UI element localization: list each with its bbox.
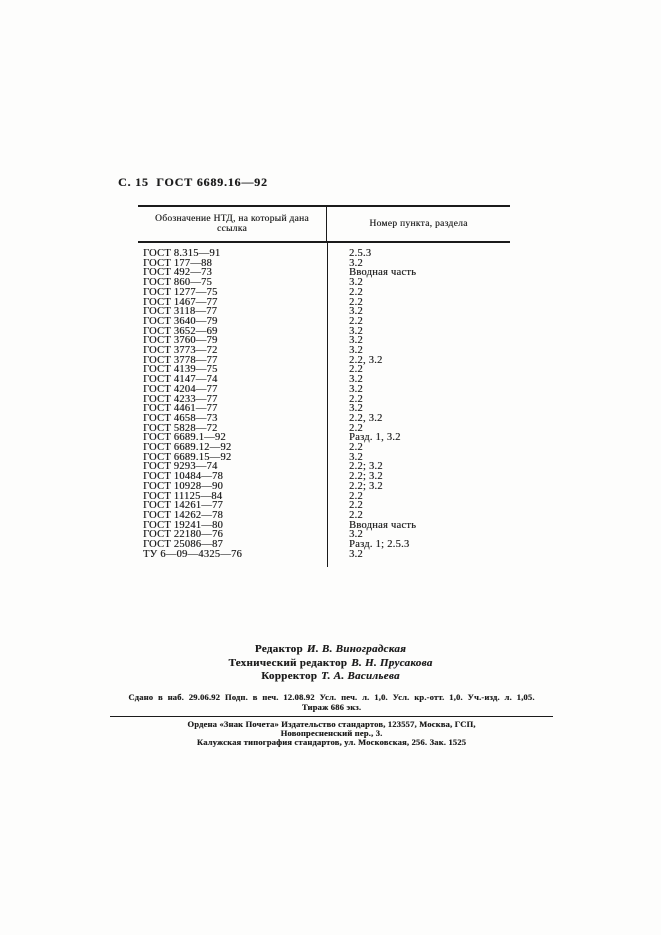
ntd-designation: ГОСТ 4147—74: [143, 374, 218, 386]
section-number: 3.2: [349, 383, 363, 395]
section-number: 3.2: [349, 548, 363, 560]
section-number: Вводная часть: [349, 519, 417, 531]
ntd-designation: ТУ 6—09—4325—76: [143, 548, 242, 560]
section-number: 3.2: [349, 257, 363, 269]
ntd-designation: ГОСТ 3652—69: [143, 325, 218, 337]
section-number: 3.2: [349, 374, 363, 386]
ntd-designation: ГОСТ 14262—78: [143, 509, 224, 521]
ntd-designation: ГОСТ 22180—76: [143, 529, 224, 541]
ntd-designation: ГОСТ 19241—80: [143, 519, 224, 531]
section-number: 2.5.3: [349, 248, 372, 259]
section-number: 2.2, 3.2: [349, 412, 383, 424]
section-number: 3.2: [349, 451, 363, 463]
section-number: 2.2: [349, 442, 363, 454]
ntd-designation: ГОСТ 492—73: [143, 267, 213, 279]
table-row: [138, 550, 510, 560]
print-info-line: Сдано в наб. 29.06.92 Подп. в печ. 12.08.92 Усл. печ. л. 1,0. Усл. кр.-отт. 1,0. Уч.-изд. л. 1,05.: [128, 692, 535, 702]
table-body: [138, 243, 510, 567]
section-number: 2.2: [349, 286, 363, 298]
section-number: 2.2: [349, 393, 363, 405]
imprint-divider: [110, 716, 553, 717]
ntd-designation: ГОСТ 4658—73: [143, 412, 218, 424]
section-number: 3.2: [349, 403, 363, 415]
ntd-designation: ГОСТ 3773—72: [143, 345, 218, 357]
credit-line: [0, 657, 661, 671]
section-number: Разд. 1, 3.2: [349, 432, 401, 444]
references-table: [138, 205, 510, 567]
page-header: С. 15 ГОСТ 6689.16—92: [118, 175, 268, 189]
credit-name: В. Н. Прусакова: [351, 656, 433, 669]
ntd-designation: ГОСТ 8.315—91: [143, 248, 221, 259]
table-header-row: [138, 207, 510, 243]
section-number: 2.2: [349, 490, 363, 502]
ntd-designation: ГОСТ 177—88: [143, 257, 213, 269]
ntd-designation: ГОСТ 860—75: [143, 277, 213, 289]
ntd-designation: ГОСТ 1277—75: [143, 286, 218, 298]
ntd-designation: ГОСТ 4139—75: [143, 364, 218, 376]
credit-role: Технический редактор: [228, 656, 348, 669]
section-number: 3.2: [349, 345, 363, 357]
publisher-line-3: Калужская типография стандартов, ул. Московская, 256. Зак. 1525: [196, 737, 467, 748]
publisher-line-2: Новопресненский пер., 3.: [280, 727, 383, 738]
credit-name: Т. А. Васильева: [321, 670, 400, 683]
ntd-designation: ГОСТ 5828—72: [143, 422, 218, 434]
section-number: 2.2; 3.2: [349, 461, 383, 473]
credits-block: [0, 643, 661, 684]
ntd-designation: ГОСТ 4233—77: [143, 393, 218, 405]
section-number: 2.2: [349, 364, 363, 376]
ntd-designation: ГОСТ 14261—77: [143, 500, 224, 512]
section-number: 3.2: [349, 306, 363, 318]
section-number: 3.2: [349, 529, 363, 541]
column-header-ntd-designation: Обозначение НТД, на который дана ссылка: [138, 207, 327, 241]
ntd-designation: ГОСТ 3778—77: [143, 354, 218, 366]
credit-name: И. В. Виноградская: [306, 643, 407, 655]
ntd-designation: ГОСТ 10484—78: [143, 471, 224, 483]
section-number: 2.2, 3.2: [349, 354, 383, 366]
ntd-designation: ГОСТ 3640—79: [143, 315, 218, 327]
section-number: 2.2; 3.2: [349, 480, 383, 492]
ntd-designation: ГОСТ 9293—74: [143, 461, 218, 473]
section-number: Разд. 1; 2.5.3: [349, 539, 410, 551]
section-number: 2.2: [349, 500, 363, 512]
ntd-designation: ГОСТ 4204—77: [143, 383, 218, 395]
print-run-line: Тираж 686 экз.: [301, 702, 362, 713]
section-number: 2.2: [349, 422, 363, 434]
section-number: 2.2: [349, 509, 363, 521]
section-number: 3.2: [349, 325, 363, 337]
ntd-designation: ГОСТ 25086—87: [143, 539, 224, 551]
ntd-designation: ГОСТ 3760—79: [143, 335, 218, 347]
imprint-block: [110, 693, 553, 747]
ntd-designation: ГОСТ 11125—84: [143, 490, 223, 502]
credit-line: [0, 670, 661, 684]
ntd-designation: ГОСТ 10928—90: [143, 480, 224, 492]
section-number: 3.2: [349, 277, 363, 289]
ntd-designation: ГОСТ 1467—77: [143, 296, 218, 308]
credit-line: [0, 643, 661, 657]
credit-role: Редактор: [254, 643, 303, 655]
ntd-designation: ГОСТ 4461—77: [143, 403, 218, 415]
section-number: 3.2: [349, 335, 363, 347]
credit-role: Корректор: [261, 670, 318, 683]
ntd-designation: ГОСТ 3118—77: [143, 306, 218, 318]
ntd-designation: ГОСТ 6689.1—92: [143, 432, 226, 444]
column-header-section-number: Номер пункта, раздела: [369, 219, 468, 229]
section-number: 2.2: [349, 296, 363, 308]
section-number: Вводная часть: [349, 267, 417, 279]
ntd-designation: ГОСТ 6689.12—92: [143, 442, 232, 454]
section-number: 2.2: [349, 315, 363, 327]
publisher-line-1: Ордена «Знак Почета» Издательство стандартов, 123557, Москва, ГСП,: [187, 718, 476, 729]
ntd-designation: ГОСТ 6689.15—92: [143, 451, 232, 463]
section-number: 2.2; 3.2: [349, 471, 383, 483]
